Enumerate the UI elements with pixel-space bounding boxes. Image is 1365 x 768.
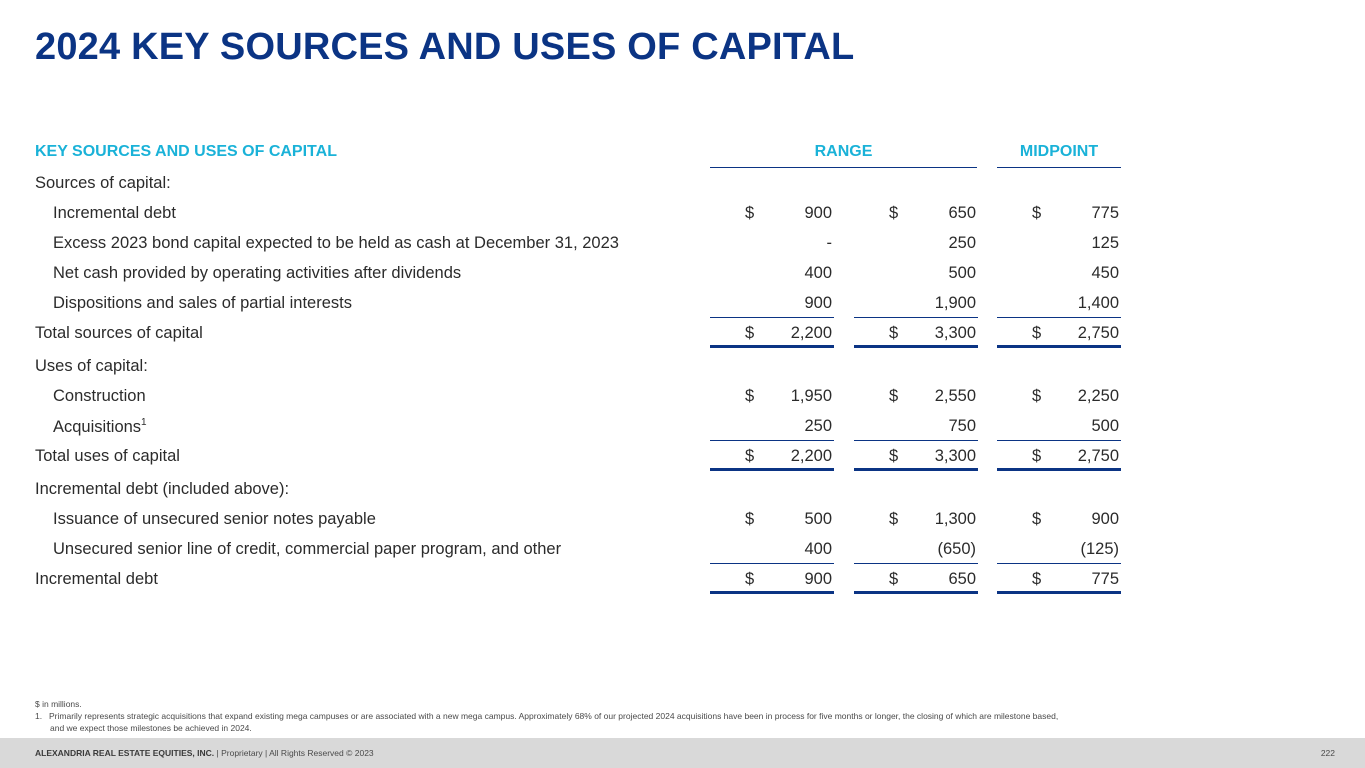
cell-value: 500: [1091, 417, 1119, 435]
range-low-cell: [710, 564, 834, 594]
cell-value: (650): [937, 540, 976, 558]
table-row: [35, 534, 1125, 564]
row-label-text: Excess 2023 bond capital expected to be held as cash at December 31, 2023: [53, 234, 619, 252]
page-number: 222: [1320, 748, 1335, 758]
page-title: 2024 KEY SOURCES AND USES OF CAPITAL: [35, 26, 855, 68]
row-label: [35, 324, 203, 343]
table-row: [35, 504, 1125, 534]
table-row: [35, 411, 1125, 441]
cell-value: 125: [1091, 234, 1119, 252]
range-low-cell: [710, 504, 834, 534]
table-row: [35, 474, 1125, 504]
cell-value: 900: [804, 570, 832, 588]
currency-symbol: $: [745, 447, 755, 465]
row-label: [53, 264, 461, 283]
row-label-text: Sources of capital:: [35, 174, 171, 192]
range-high-cell: [854, 288, 978, 318]
table-row: [35, 168, 1125, 198]
table-row: [35, 564, 1125, 596]
cell-value: 775: [1091, 204, 1119, 222]
range-low-cell: [710, 381, 834, 411]
row-label-text: Incremental debt: [35, 570, 158, 588]
range-low-cell: [710, 411, 834, 441]
range-high-cell: [854, 318, 978, 348]
row-label-text: Construction: [53, 387, 146, 405]
midpoint-cell: [997, 564, 1121, 594]
currency-symbol: $: [1032, 510, 1042, 528]
range-low-cell: [710, 534, 834, 564]
row-label-text: Net cash provided by operating activities after dividends: [53, 264, 462, 282]
currency-symbol: $: [1032, 324, 1042, 342]
row-label: [53, 540, 561, 559]
midpoint-cell: [997, 534, 1121, 564]
cell-value: 450: [1091, 264, 1119, 282]
midpoint-cell: [997, 318, 1121, 348]
table-row: [35, 381, 1125, 411]
currency-symbol: $: [1032, 447, 1042, 465]
cell-value: 2,200: [790, 324, 832, 342]
cell-value: 500: [804, 510, 832, 528]
company-name: ALEXANDRIA REAL ESTATE EQUITIES, INC.: [35, 748, 215, 758]
currency-symbol: $: [745, 204, 755, 222]
cell-value: 400: [804, 540, 832, 558]
currency-symbol: $: [1032, 204, 1042, 222]
table-row: [35, 351, 1125, 381]
row-label: [53, 417, 147, 437]
table-row: [35, 318, 1125, 350]
row-label: [35, 570, 158, 589]
row-label: [35, 357, 148, 376]
range-high-cell: [854, 504, 978, 534]
table-row: [35, 198, 1125, 228]
footnote-marker: 1: [141, 417, 147, 428]
cell-value: 650: [948, 204, 976, 222]
currency-symbol: $: [1032, 570, 1042, 588]
currency-symbol: $: [889, 447, 899, 465]
cell-value: 650: [948, 570, 976, 588]
currency-symbol: $: [889, 324, 899, 342]
table-row: [35, 228, 1125, 258]
range-low-cell: [710, 228, 834, 258]
cell-value: 900: [1091, 510, 1119, 528]
row-label: [53, 204, 176, 223]
cell-value: 2,750: [1077, 324, 1119, 342]
currency-symbol: $: [745, 324, 755, 342]
cell-value: 2,750: [1077, 447, 1119, 465]
cell-value: (125): [1080, 540, 1119, 558]
midpoint-cell: [997, 228, 1121, 258]
range-high-cell: [854, 441, 978, 471]
range-high-cell: [854, 198, 978, 228]
capital-table: [35, 137, 1125, 597]
cell-value: -: [826, 234, 832, 252]
midpoint-cell: [997, 381, 1121, 411]
cell-value: 775: [1091, 570, 1119, 588]
cell-value: 250: [948, 234, 976, 252]
row-label-text: Issuance of unsecured senior notes payable: [53, 510, 376, 528]
range-low-cell: [710, 318, 834, 348]
cell-value: 900: [804, 204, 832, 222]
row-label: [53, 294, 352, 313]
row-label: [53, 234, 619, 253]
cell-value: 900: [804, 294, 832, 312]
cell-value: 1,300: [934, 510, 976, 528]
range-high-cell: [854, 411, 978, 441]
table-header-row: [35, 137, 1125, 168]
cell-value: 500: [948, 264, 976, 282]
row-label: [35, 174, 171, 193]
footnotes: [35, 698, 1058, 734]
cell-value: 2,550: [934, 387, 976, 405]
cell-value: 3,300: [934, 324, 976, 342]
midpoint-cell: [997, 504, 1121, 534]
midpoint-cell: [997, 198, 1121, 228]
cell-value: 2,200: [790, 447, 832, 465]
range-high-cell: [854, 534, 978, 564]
table-row: [35, 441, 1125, 473]
midpoint-cell: [997, 441, 1121, 471]
currency-symbol: $: [745, 570, 755, 588]
cell-value: 1,950: [790, 387, 832, 405]
range-low-cell: [710, 441, 834, 471]
row-label: [35, 447, 180, 466]
currency-symbol: $: [889, 570, 899, 588]
range-high-cell: [854, 228, 978, 258]
midpoint-cell: [997, 411, 1121, 441]
cell-value: 250: [804, 417, 832, 435]
table-body: [35, 168, 1125, 596]
row-label-text: Incremental debt (included above):: [35, 480, 290, 498]
row-label-text: Total sources of capital: [35, 324, 203, 342]
row-label-text: Dispositions and sales of partial interests: [53, 294, 352, 312]
footnote-text-line2: and we expect those milestones be achieved in 2024.: [50, 723, 252, 733]
midpoint-header: MIDPOINT: [997, 143, 1121, 168]
row-label: [35, 480, 289, 499]
footer-rights: | Proprietary | All Rights Reserved © 2023: [214, 748, 374, 758]
midpoint-cell: [997, 258, 1121, 288]
row-label: [53, 510, 376, 529]
range-low-cell: [710, 198, 834, 228]
row-label: [53, 387, 146, 406]
footer-bar: [0, 738, 1365, 768]
range-low-cell: [710, 258, 834, 288]
midpoint-cell: [997, 288, 1121, 318]
currency-symbol: $: [889, 510, 899, 528]
currency-symbol: $: [1032, 387, 1042, 405]
range-header: RANGE: [710, 143, 977, 168]
currency-symbol: $: [889, 204, 899, 222]
table-header-label: KEY SOURCES AND USES OF CAPITAL: [35, 143, 337, 160]
table-row: [35, 258, 1125, 288]
table-row: [35, 288, 1125, 318]
cell-value: 750: [948, 417, 976, 435]
footnote-number: 1.: [35, 711, 43, 721]
cell-value: 1,400: [1077, 294, 1119, 312]
range-low-cell: [710, 288, 834, 318]
row-label-text: Acquisitions: [53, 418, 142, 436]
currency-symbol: $: [745, 387, 755, 405]
cell-value: 400: [804, 264, 832, 282]
footer-text: [35, 748, 374, 758]
currency-symbol: $: [745, 510, 755, 528]
cell-value: 2,250: [1077, 387, 1119, 405]
range-high-cell: [854, 381, 978, 411]
row-label-text: Uses of capital:: [35, 357, 148, 375]
row-label-text: Unsecured senior line of credit, commercial paper program, and other: [53, 540, 562, 558]
row-label-text: Total uses of capital: [35, 447, 180, 465]
cell-value: 3,300: [934, 447, 976, 465]
currency-symbol: $: [889, 387, 899, 405]
footnote-text-line1: Primarily represents strategic acquisitions that expand existing mega campuses or are associated with a new mega campus. Approximately 68% of our projected 2024 acquisitions have been in process for five months or longer, the closing of which are milestone based,: [49, 711, 1059, 721]
range-high-cell: [854, 564, 978, 594]
cell-value: 1,900: [934, 294, 976, 312]
range-high-cell: [854, 258, 978, 288]
units-note: $ in millions.: [35, 699, 82, 709]
footnote-1: [35, 710, 1058, 722]
row-label-text: Incremental debt: [53, 204, 176, 222]
